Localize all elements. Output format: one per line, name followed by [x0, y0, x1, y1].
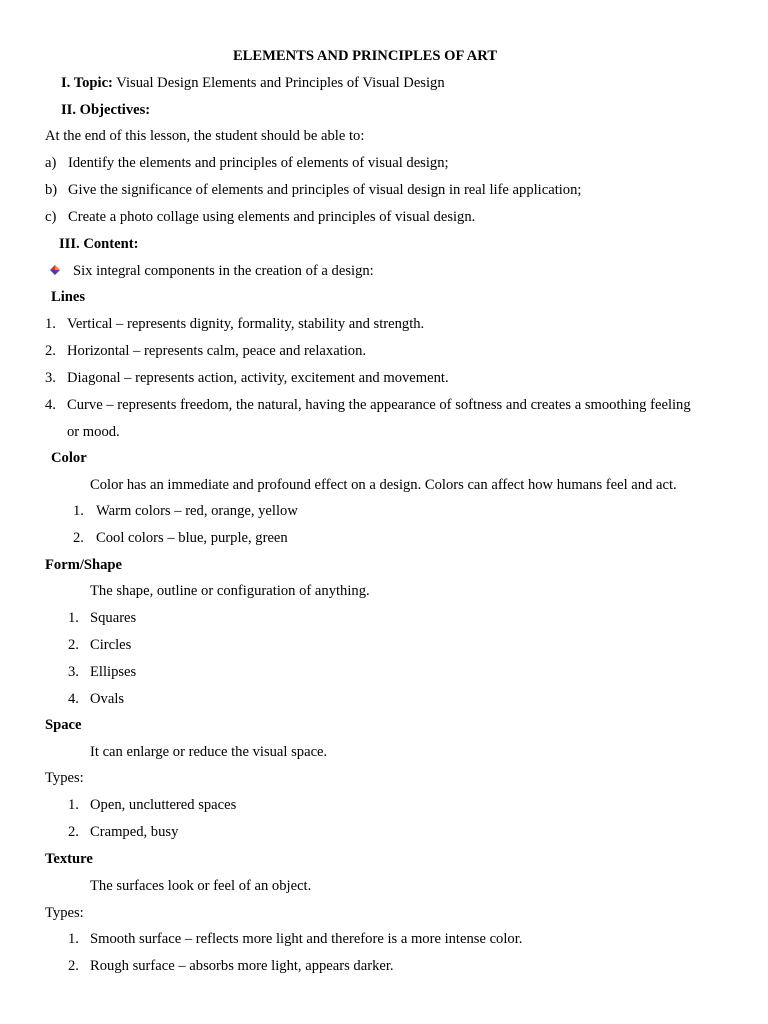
list-marker: 1. [68, 797, 79, 813]
content-heading: III. Content: [59, 236, 139, 252]
list-item [45, 396, 691, 414]
list-item [45, 342, 367, 360]
list-item [68, 823, 179, 841]
list-marker: 2. [45, 343, 56, 359]
objective-marker: c) [45, 209, 57, 225]
objectives-heading: II. Objectives: [61, 102, 151, 118]
section-heading-form: Form/Shape [45, 557, 123, 573]
list-item [68, 663, 137, 681]
list-item [68, 690, 125, 708]
section-heading-color: Color [51, 450, 87, 466]
list-item [45, 315, 425, 333]
list-text: Ovals [90, 691, 125, 707]
objective-text: Identify the elements and principles of elements of visual design; [68, 155, 449, 171]
list-text: Smooth surface – reflects more light and therefore is a more intense color. [90, 931, 523, 947]
list-text: Vertical – represents dignity, formality, stability and strength. [67, 316, 425, 332]
list-item [68, 796, 237, 814]
list-text: Cool colors – blue, purple, green [96, 530, 288, 546]
list-item [73, 502, 298, 520]
list-marker: 3. [68, 664, 79, 680]
list-marker: 4. [68, 691, 79, 707]
list-marker: 2. [68, 637, 79, 653]
list-text: Cramped, busy [90, 824, 179, 840]
section-description: The surfaces look or feel of an object. [90, 878, 312, 894]
objective-item [45, 208, 476, 226]
objective-marker: b) [45, 182, 58, 198]
objective-text: Create a photo collage using elements and principles of visual design. [68, 209, 476, 225]
list-text: Diagonal – represents action, activity, excitement and movement. [67, 370, 449, 386]
list-marker: 3. [45, 370, 56, 386]
types-label: Types: [45, 770, 84, 786]
colorful-diamond-bullet-icon [49, 264, 61, 276]
list-text: Squares [90, 610, 137, 626]
list-marker: 1. [73, 503, 84, 519]
types-label: Types: [45, 905, 84, 921]
list-continuation: or mood. [67, 424, 120, 440]
objective-text: Give the significance of elements and principles of visual design in real life application; [68, 182, 582, 198]
section-description: The shape, outline or configuration of anything. [90, 583, 370, 599]
section-heading-space: Space [45, 717, 82, 733]
objective-item [45, 154, 449, 172]
list-text: Ellipses [90, 664, 137, 680]
objectives-intro: At the end of this lesson, the student should be able to: [45, 128, 365, 144]
list-marker: 2. [73, 530, 84, 546]
section-description: Color has an immediate and profound effect on a design. Colors can affect how humans feel and act. [90, 477, 677, 493]
topic-text: Visual Design Elements and Principles of Visual Design [112, 75, 445, 91]
section-heading-lines: Lines [51, 289, 86, 305]
topic-label: I. Topic: [61, 75, 113, 91]
topic-line [61, 74, 445, 92]
list-item [45, 369, 449, 387]
list-marker: 1. [45, 316, 56, 332]
list-text: Warm colors – red, orange, yellow [96, 503, 298, 519]
list-item [68, 957, 394, 975]
list-marker: 4. [45, 397, 56, 413]
list-item [68, 609, 137, 627]
section-heading-texture: Texture [45, 851, 93, 867]
document-title: ELEMENTS AND PRINCIPLES OF ART [232, 48, 498, 64]
list-item [68, 930, 523, 948]
list-item [68, 636, 132, 654]
list-text: Open, uncluttered spaces [90, 797, 237, 813]
section-description: It can enlarge or reduce the visual space. [90, 744, 328, 760]
list-item [73, 529, 288, 547]
list-text: Circles [90, 637, 132, 653]
list-marker: 1. [68, 610, 79, 626]
objective-item [45, 181, 582, 199]
bullet-text: Six integral components in the creation of a design: [73, 263, 374, 279]
objective-marker: a) [45, 155, 57, 171]
list-marker: 1. [68, 931, 79, 947]
list-text: Horizontal – represents calm, peace and relaxation. [67, 343, 367, 359]
list-text: Curve – represents freedom, the natural, having the appearance of softness and creates a smoothing feeling [67, 397, 691, 413]
list-marker: 2. [68, 958, 79, 974]
list-marker: 2. [68, 824, 79, 840]
list-text: Rough surface – absorbs more light, appears darker. [90, 958, 394, 974]
